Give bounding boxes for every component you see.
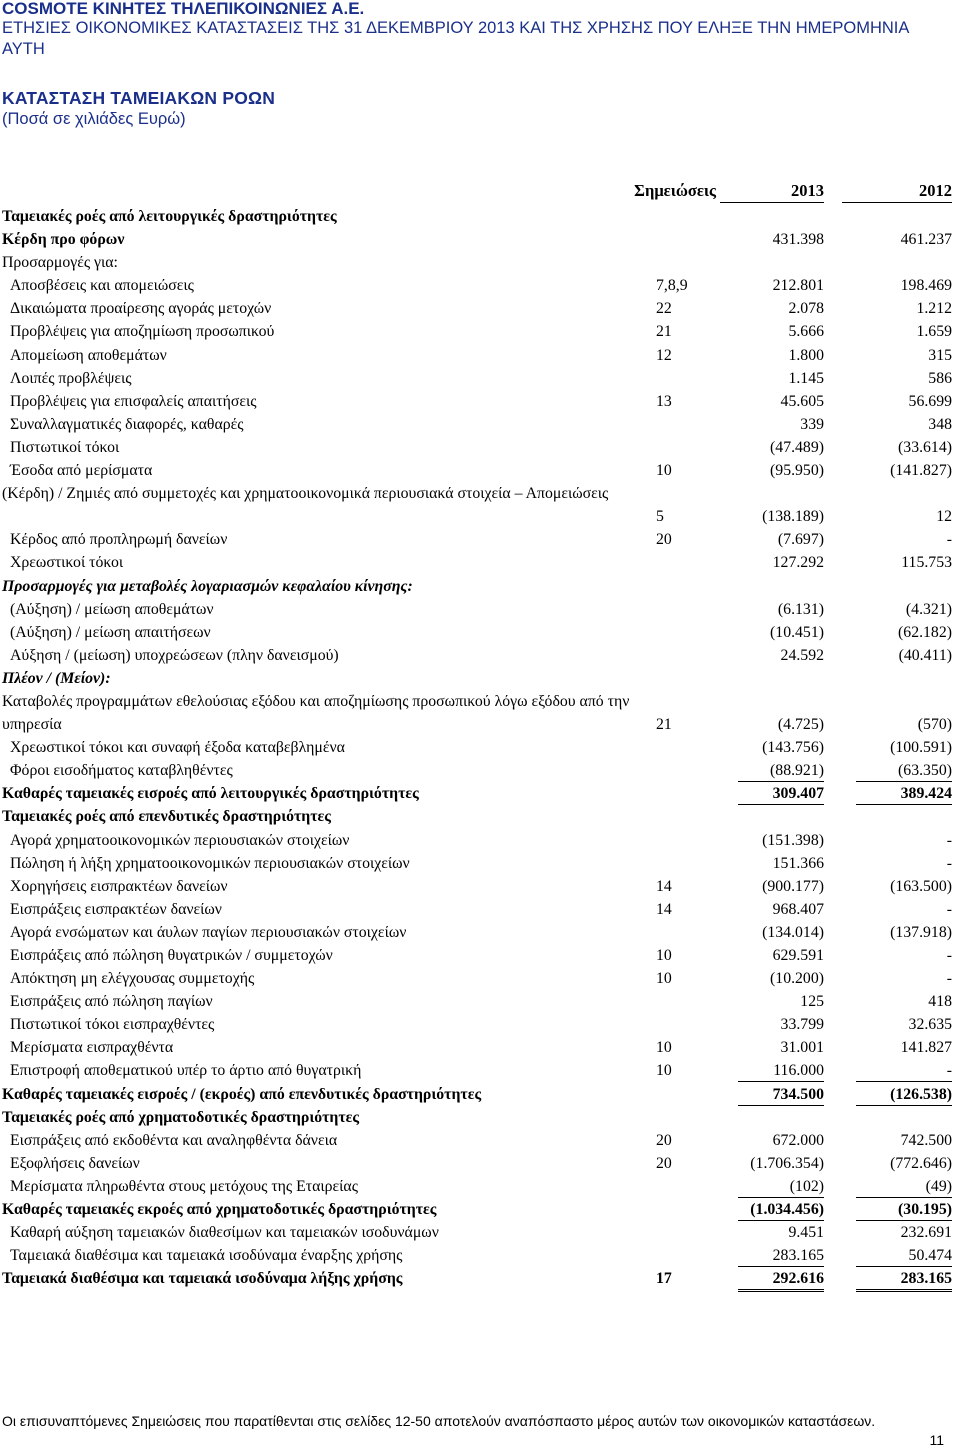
table-row [0,782,960,805]
table-row [0,944,960,967]
table-row [0,1175,960,1198]
value-2012-text: (30.195) [856,1199,952,1221]
value-2012: 1.659 [916,323,952,341]
table-row [0,436,960,459]
value-2013-text: 734.500 [738,1084,824,1106]
value-2012: 141.827 [900,1039,952,1057]
row-note-ref: 10 [656,1039,672,1057]
table-row [0,459,960,482]
row-label: Χορηγήσεις εισπρακτέων δανείων [10,877,228,895]
notes-column-header: Σημειώσεις [634,181,716,200]
row-label: Επιστροφή αποθεματικού υπέρ το άρτιο από θυγατρική [10,1062,362,1080]
value-2013 [700,1059,824,1082]
row-label: Εξοφλήσεις δανείων [10,1154,140,1172]
value-2013: 31.001 [780,1039,824,1057]
value-2012: - [946,831,952,849]
row-label: Καταβολές προγραμμάτων εθελούσιας εξόδου και αποζημίωσης προσωπικού λόγω εξόδου από την υπηρεσία [2,692,630,733]
table-row [0,829,960,852]
table-row [0,551,960,574]
row-label: Καθαρές ταμειακές εκροές από χρηματοδοτικές δραστηριότητες [2,1201,437,1219]
row-note-ref: 10 [656,947,672,964]
row-label: Εισπράξεις από πώληση θυγατρικών / συμμετοχών [10,947,333,964]
table-row [0,528,960,551]
table-row [0,367,960,390]
row-label: Απόκτηση μη ελέγχουσας συμμετοχής [10,970,255,988]
value-2013: 151.366 [772,854,824,872]
value-2013-text: (88.921) [738,760,824,782]
value-2012: (40.411) [898,646,952,664]
statement-heading [2,88,952,129]
value-2013 [700,1198,824,1221]
row-note-ref: 14 [656,877,672,895]
table-row [0,736,960,759]
statements-subtitle: ΕΤΗΣΙΕΣ ΟΙΚΟΝΟΜΙΚΕΣ ΚΑΤΑΣΤΑΣΕΙΣ ΤΗΣ 31 ΔΕΚΕΜΒΡΙΟΥ 2013 ΚΑΙ ΤΗΣ ΧΡΗΣΗΣ ΠΟΥ ΕΛΗΞΕ ΤΗΝ ΗΜΕΡΟΜΗΝΙΑ ΑΥΤΗ [2,19,909,58]
row-label: Αγορά χρηματοοικονομικών περιουσιακών στοιχείων [10,831,350,849]
value-2013-text: (1.034.456) [738,1199,824,1221]
row-label: Προβλέψεις για αποζημίωση προσωπικού [10,323,275,341]
table-row [0,1198,960,1221]
row-label: Εισπράξεις εισπρακτέων δανείων [10,900,222,918]
value-2012-text: - [856,1060,952,1082]
value-2012-text: (63.350) [856,760,952,782]
table-row [0,875,960,898]
table-row [0,852,960,875]
value-2012: 32.635 [908,1016,952,1034]
value-2012: (62.182) [898,623,952,641]
row-label: Καθαρές ταμειακές εισροές / (εκροές) από επενδυτικές δραστηριότητες [2,1085,482,1103]
row-note-ref: 13 [656,392,672,410]
table-row [0,228,960,251]
value-2013: 2.078 [788,300,824,318]
table-row [0,1083,960,1106]
row-note-ref: 5 [656,508,664,526]
table-row [0,898,960,921]
value-2012 [830,1175,952,1198]
table-row [0,482,960,528]
row-label: Εισπράξεις από πώληση παγίων [10,993,213,1011]
value-2012: - [946,970,952,988]
value-2012-text: 389.424 [856,783,952,805]
value-2013: 629.591 [772,947,824,964]
value-2013: (151.398) [762,831,824,849]
table-row [0,759,960,782]
row-label: Ταμειακά διαθέσιμα και ταμειακά ισοδύναμα έναρξης χρήσης [10,1247,403,1265]
table-row [0,805,960,828]
row-label: Έσοδα από μερίσματα [10,462,153,480]
table-row [0,690,960,736]
value-2013: 968.407 [772,900,824,918]
table-row [0,251,960,274]
value-2012 [830,1059,952,1082]
company-name: COSMOTE ΚΙΝΗΤΕΣ ΤΗΛΕΠΙΚΟΙΝΩΝΙΕΣ Α.Ε. [2,0,365,18]
column-headers [0,180,960,204]
value-2013: 339 [800,415,824,433]
value-2012 [830,759,952,782]
table-row [0,1129,960,1152]
value-2012: 56.699 [908,392,952,410]
value-2012 [830,1083,952,1106]
value-2012: 315 [928,346,952,364]
table-row [0,344,960,367]
row-note-ref: 22 [656,300,672,318]
value-2012: (137.918) [890,923,952,941]
row-label: (Αύξηση) / μείωση απαιτήσεων [10,623,211,641]
year-2012-column-header: 2012 [842,180,952,203]
value-2012: (163.500) [890,877,952,895]
value-2013: (900.177) [762,877,824,895]
row-label: Συναλλαγματικές διαφορές, καθαρές [10,415,244,433]
row-note-ref: 7,8,9 [656,277,688,295]
row-label: Ταμειακές ροές από επενδυτικές δραστηριότητες [2,808,331,826]
row-label: Αύξηση / (μείωση) υποχρεώσεων (πλην δανεισμού) [10,646,339,664]
value-2013: 1.800 [788,346,824,364]
value-2012: (141.827) [890,462,952,480]
row-note-ref: 20 [656,1154,672,1172]
row-label: Πώληση ή λήξη χρηματοοικονομικών περιουσιακών στοιχείων [10,854,410,872]
row-label: (Αύξηση) / μείωση αποθεμάτων [10,600,214,618]
value-2013: 1.145 [788,369,824,387]
row-label: Απομείωση αποθεμάτων [10,346,167,364]
value-2013-text: 283.165 [738,1245,824,1267]
row-note-ref: 21 [656,323,672,341]
value-2013: (47.489) [770,438,824,456]
row-note-ref: 10 [656,1062,672,1080]
value-2012: 1.212 [916,300,952,318]
value-2013: (7.697) [777,531,824,549]
value-2013 [700,759,824,782]
value-2013: (143.756) [762,739,824,757]
value-2013: (138.189) [762,508,824,526]
table-row [0,297,960,320]
footer-note: Οι επισυναπτόμενες Σημειώσεις που παρατίθενται στις σελίδες 12-50 αποτελούν αναπόσπαστο μέρος αυτών των οικονομικών καταστάσεων. [2,1413,876,1429]
table-row [0,1221,960,1244]
table-row [0,1152,960,1175]
statement-title: ΚΑΤΑΣΤΑΣΗ ΤΑΜΕΙΑΚΩΝ ΡΟΩΝ [2,88,276,108]
value-2013 [700,1083,824,1106]
row-label: Μερίσματα εισπραχθέντα [10,1039,174,1057]
value-2013: 5.666 [788,323,824,341]
value-2013: (10.200) [770,970,824,988]
row-note-ref: 14 [656,900,672,918]
value-2013: 125 [800,993,824,1011]
value-2013: 127.292 [772,554,824,572]
row-label: Πιστωτικοί τόκοι εισπραχθέντες [10,1016,215,1034]
row-note-ref: 17 [656,1270,672,1288]
row-note-ref: 20 [656,1131,672,1149]
value-2012: 586 [928,369,952,387]
value-2012: (100.591) [890,739,952,757]
value-2013: (4.725) [777,715,824,733]
value-2012-text: (126.538) [856,1084,952,1106]
value-2012: 115.753 [901,554,952,572]
row-label: Φόροι εισοδήματος καταβληθέντες [10,762,233,780]
row-label: Λοιπές προβλέψεις [10,369,132,387]
value-2012: 198.469 [900,277,952,295]
table-row [0,621,960,644]
row-label: Χρεωστικοί τόκοι [10,554,124,572]
value-2012-text: 50.474 [856,1245,952,1267]
table-row [0,967,960,990]
value-2013: 9.451 [788,1224,824,1242]
row-label: Ταμειακές ροές από χρηματοδοτικές δραστηριότητες [2,1108,360,1126]
table-row [0,1244,960,1267]
value-2012: (570) [917,715,952,733]
value-2013: 24.592 [780,646,824,664]
table-row [0,1036,960,1059]
value-2012: - [946,531,952,549]
row-label: (Κέρδη) / Ζημιές από συμμετοχές και χρηματοοικονομικά περιουσιακά στοιχεία – Απομειώσεις [2,485,609,503]
page-number: 11 [929,1432,944,1448]
value-2013: (6.131) [777,600,824,618]
value-2012: 348 [928,415,952,433]
value-2012: 418 [928,993,952,1011]
value-2013: 33.799 [780,1016,824,1034]
row-label: Προσαρμογές για μεταβολές λογαριασμών κεφαλαίου κίνησης: [2,577,413,595]
row-label: Κέρδος από προπληρωμή δανείων [10,531,228,549]
value-2013: (1.706.354) [750,1154,824,1172]
value-2012-text: (49) [856,1176,952,1198]
table-row [0,921,960,944]
value-2012 [830,1198,952,1221]
row-note-ref: 10 [656,970,672,988]
value-2013 [700,782,824,805]
value-2012: 12 [936,508,952,526]
value-2012: 742.500 [900,1131,952,1149]
row-label: Καθαρή αύξηση ταμειακών διαθεσίμων και ταμειακών ισοδυνάμων [10,1224,439,1242]
value-2012: (772.646) [890,1154,952,1172]
value-2013: 45.605 [780,392,824,410]
value-2013: 672.000 [772,1131,824,1149]
value-2013-text: 309.407 [738,783,824,805]
table-row [0,990,960,1013]
table-row [0,413,960,436]
table-row [0,390,960,413]
value-2013: (134.014) [762,923,824,941]
value-2013: (95.950) [770,462,824,480]
value-2013: (10.451) [770,623,824,641]
table-row [0,1013,960,1036]
value-2012: (4.321) [905,600,952,618]
document-header [2,0,952,60]
value-2012: (33.614) [898,438,952,456]
value-2012: 232.691 [900,1224,952,1242]
value-2013 [700,1175,824,1198]
row-label: Καθαρές ταμειακές εισροές από λειτουργικές δραστηριότητες [2,785,419,803]
row-label: Ταμειακά διαθέσιμα και ταμειακά ισοδύναμα λήξης χρήσης [2,1270,403,1288]
value-2012 [830,782,952,805]
value-2013-text: (102) [738,1176,824,1198]
row-note-ref: 10 [656,462,672,480]
row-note-ref: 21 [656,715,672,733]
value-2013 [700,1244,824,1267]
value-2012: - [946,900,952,918]
row-label: Δικαιώματα προαίρεσης αγοράς μετοχών [10,300,272,318]
value-2013 [700,1267,824,1292]
row-label: Προβλέψεις για επισφαλείς απαιτήσεις [10,392,257,410]
table-row [0,205,960,228]
table-row [0,1106,960,1129]
table-row [0,320,960,343]
row-label: Κέρδη προ φόρων [2,231,125,249]
value-2013: 212.801 [772,277,824,295]
value-2012: - [946,947,952,964]
value-2013: 431.398 [772,231,824,249]
value-2012: 461.237 [900,231,952,249]
amount-unit-note: (Ποσά σε χιλιάδες Ευρώ) [2,110,186,128]
table-row [0,667,960,690]
table-row [0,644,960,667]
row-label: Αγορά ενσώματων και άυλων παγίων περιουσιακών στοιχείων [10,923,407,941]
value-2013-text: 292.616 [738,1268,824,1292]
table-row [0,575,960,598]
table-row [0,1267,960,1290]
row-note-ref: 20 [656,531,672,549]
value-2012: - [946,854,952,872]
page-footer [2,1412,952,1448]
row-label: Μερίσματα πληρωθέντα στους μετόχους της Εταιρείας [10,1177,358,1195]
row-label: Χρεωστικοί τόκοι και συναφή έξοδα καταβεβλημένα [10,739,345,757]
value-2012 [830,1267,952,1292]
row-label: Αποσβέσεις και απομειώσεις [10,277,194,295]
cash-flow-table [0,205,960,1290]
value-2013-text: 116.000 [738,1060,824,1082]
table-row [0,274,960,297]
row-label: Προσαρμογές για: [2,254,118,272]
row-label: Εισπράξεις από εκδοθέντα και αναληφθέντα δάνεια [10,1131,338,1149]
table-row [0,1059,960,1082]
row-label: Πιστωτικοί τόκοι [10,438,120,456]
value-2012-text: 283.165 [856,1268,952,1292]
row-label: Πλέον / (Μείον): [2,669,111,687]
year-2013-column-header: 2013 [720,180,824,203]
table-row [0,598,960,621]
row-label: Ταμειακές ροές από λειτουργικές δραστηριότητες [2,208,337,225]
row-note-ref: 12 [656,346,672,364]
value-2012 [830,1244,952,1267]
